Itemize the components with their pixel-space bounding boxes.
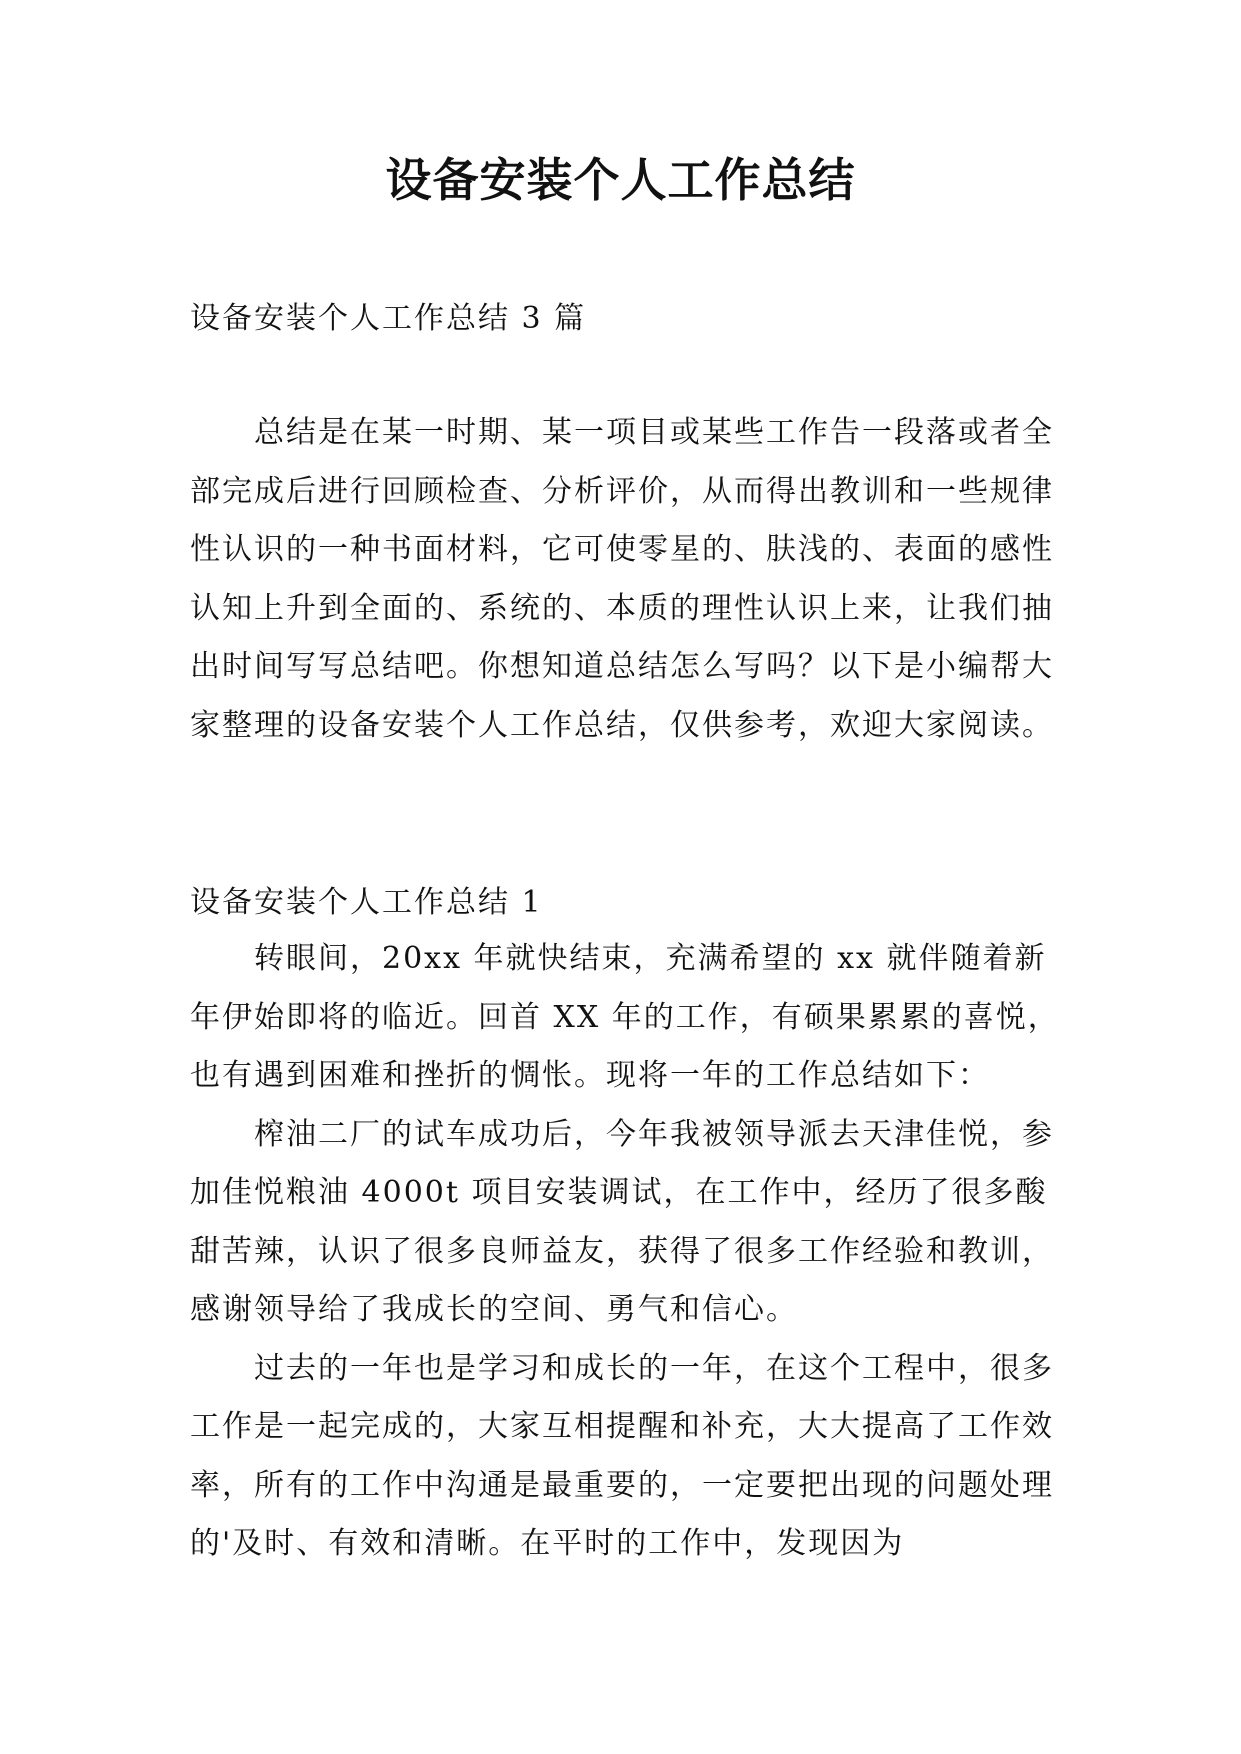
section-paragraph: 转眼间，20xx 年就快结束，充满希望的 xx 就伴随着新年伊始即将的临近。回首 XX 年的工作，有硕果累累的喜悦，也有遇到困难和挫折的惆怅。现将一年的工作总结如下： [190,941,1060,1093]
section-heading: 设备安装个人工作总结 1 [190,885,543,920]
section-paragraph: 过去的一年也是学习和成长的一年，在这个工程中，很多工作是一起完成的，大家互相提醒和补充，大大提高了工作效率，所有的工作中沟通是最重要的，一定要把出现的问题处理的'及时、有效和清晰。在平时的工作中，发现因为 [190,1350,1054,1561]
section-body [190,930,1060,1574]
document-subtitle: 设备安装个人工作总结 3 篇 [190,301,587,336]
intro-paragraph: 总结是在某一时期、某一项目或某些工作告一段落或者全部完成后进行回顾检查、分析评价，从而得出教训和一些规律性认识的一种书面材料，它可使零星的、肤浅的、表面的感性认知上升到全面的、系统的、本质的理性认识上来，让我们抽出时间写写总结吧。你想知道总结怎么写吗？以下是小编帮大家整理的设备安装个人工作总结，仅供参考，欢迎大家阅读。 [190,415,1054,743]
document-title: 设备安装个人工作总结 [385,153,856,207]
section-paragraph: 榨油二厂的试车成功后，今年我被领导派去天津佳悦，参加佳悦粮油 4000t 项目安装调试，在工作中，经历了很多酸甜苦辣，认识了很多良师益友，获得了很多工作经验和教训，感谢领导给了我成长的空间、勇气和信心。 [190,1116,1054,1327]
